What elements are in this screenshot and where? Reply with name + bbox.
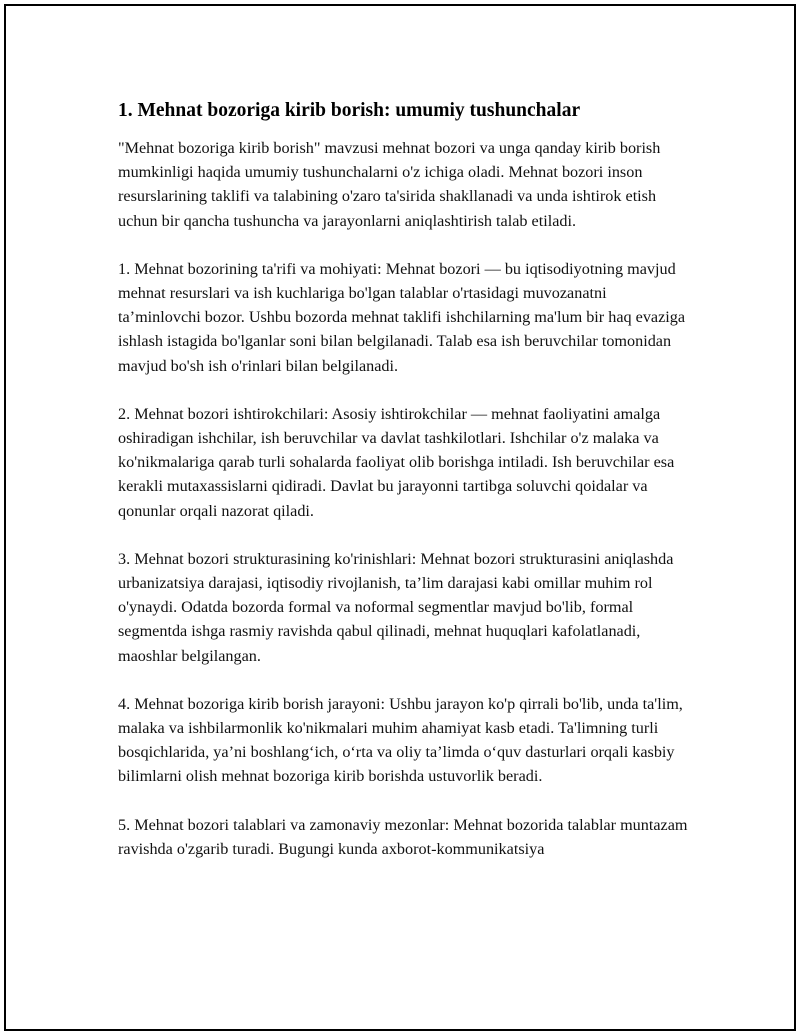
document-body [118, 98, 693, 885]
paragraph-section-2: 2. Mehnat bozori ishtirokchilari: Asosiy ishtirokchilar — mehnat faoliyatini amalga oshiradigan ishchilar, ish beruvchilar va davlat tashkilotlari. Ishchilar o'z malaka va ko'nikmalariga qarab turli sohalarda faoliyat olib borishga intiladi. Ish beruvchilar esa kerakli mutaxassislarni qidiradi. Davlat bu jarayonni tartibga soluvchi qoidalar va qonunlar orqali nazorat qiladi. [118, 404, 675, 520]
paragraph-intro: "Mehnat bozoriga kirib borish" mavzusi mehnat bozori va unga qanday kirib borish mumkinligi haqida umumiy tushunchalarni o'z ichiga oladi. Mehnat bozori inson resurslarining taklifi va talabining o'zaro ta'sirida shakllanadi va unda ishtirok etish uchun bir qancha tushuncha va jarayonlarni aniqlashtirish talab etiladi. [118, 139, 661, 230]
paragraph-section-4: 4. Mehnat bozoriga kirib borish jarayoni: Ushbu jarayon ko'p qirrali bo'lib, unda ta'lim, malaka va ishbilarmonlik ko'nikmalari muhim ahamiyat kasb etadi. Ta'limning turli bosqichlarida, ya’ni boshlang‘ich, o‘rta va oliy ta’limda o‘quv dasturlari orqali kasbiy bilimlarni olish mehnat bozoriga kirib borishda ustuvorlik beradi. [118, 694, 683, 786]
paragraph-section-3: 3. Mehnat bozori strukturasining ko'rinishlari: Mehnat bozori strukturasini aniqlashda urbanizatsiya darajasi, iqtisodiy rivojlanish, ta’lim darajasi kabi omillar muhim rol o'ynaydi. Odatda bozorda formal va noformal segmentlar mavjud bo'lib, formal segmentda ishga rasmiy ravishda qabul qilinadi, mehnat huquqlari kafolatlanadi, maoshlar belgilangan. [118, 549, 674, 665]
page-frame [4, 4, 796, 1031]
paragraph-section-5: 5. Mehnat bozori talablari va zamonaviy mezonlar: Mehnat bozorida talablar muntazam ravishda o'zgarib turadi. Bugungi kunda axborot-kommunikatsiya [118, 815, 688, 858]
page-title: 1. Mehnat bozoriga kirib borish: umumiy tushunchalar [118, 100, 581, 121]
paragraph-section-1: 1. Mehnat bozorining ta'rifi va mohiyati: Mehnat bozori — bu iqtisodiyotning mavjud mehnat resurslari va ish kuchlariga bo'lgan talablar o'rtasidagi muvozanatni ta’minlovchi bozor. Ushbu bozorda mehnat taklifi ishchilarning ma'lum bir haq evaziga ishlash istagida bo'lganlar soni bilan belgilanadi. Talab esa ish beruvchilar tomonidan mavjud bo'sh ish o'rinlari bilan belgilanadi. [118, 259, 686, 375]
